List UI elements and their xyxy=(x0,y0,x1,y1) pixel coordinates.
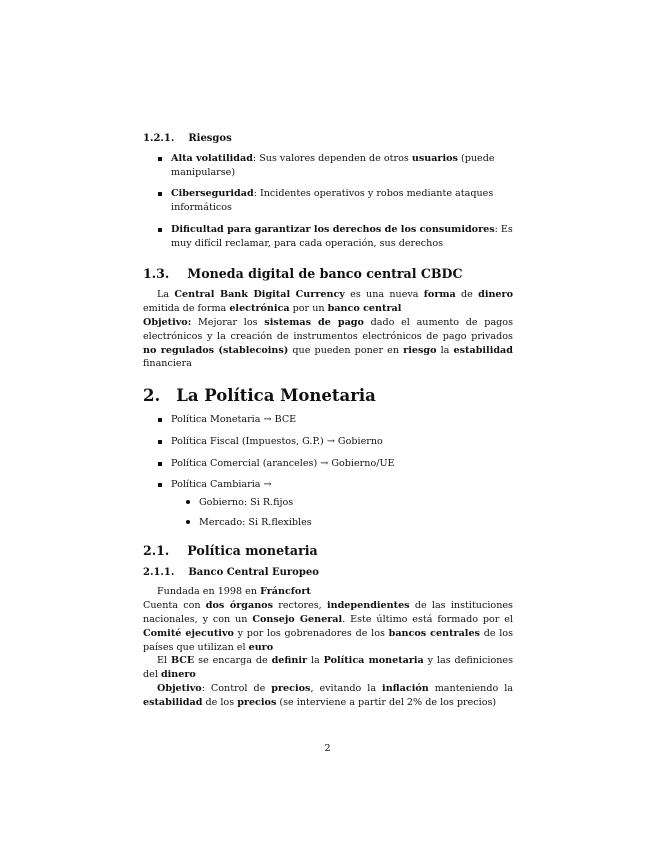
list-item: Política Monetaria → BCE xyxy=(143,413,513,427)
section-title: Moneda digital de banco central CBDC xyxy=(187,265,463,281)
paragraph: Cuenta con dos órganos rectores, independientes de las instituciones nacionales, y con un Consejo General. Este último está formado por el Comité ejecutivo y por los gobrenadores de los bancos centrales de los países que utilizan el euro xyxy=(143,600,514,653)
list-item: Alta volatilidad: Sus valores dependen de otros usuarios (puede manipularse) xyxy=(143,152,513,180)
sublist xyxy=(171,496,513,530)
subsubsection-riesgos xyxy=(143,132,513,146)
paragraph: Objetivo: Mejorar los sistemas de pago dado el aumento de pagos electrónicos y la creación de instrumentos electrónicos de pago privados no regulados (stablecoins) que pueden poner en riesgo la estabilidad financiera xyxy=(143,316,514,370)
risks-list xyxy=(143,152,513,251)
section-number: 1.3. xyxy=(143,265,170,281)
section-number: 2.1.1. xyxy=(143,566,175,578)
section-politica-monetaria xyxy=(143,386,513,406)
section-number: 2. xyxy=(143,386,161,406)
subsection-politica-monetaria xyxy=(143,544,513,558)
list-item: Ciberseguridad: Incidentes operativos y robos mediante ataques informáticos xyxy=(143,187,513,215)
section-title: La Política Monetaria xyxy=(176,386,376,406)
subsubsection-bce xyxy=(143,566,513,580)
section-title: Riesgos xyxy=(188,133,232,144)
page-number: 2 xyxy=(324,743,331,754)
list-item: Dificultad para garantizar los derechos de los consumidores: Es muy difícil reclamar, para cada operación, sus derechos xyxy=(143,223,513,251)
subsection-cbdc xyxy=(143,267,513,281)
policy-list xyxy=(143,413,513,530)
list-item: Política Comercial (aranceles) → Gobierno/UE xyxy=(143,457,513,471)
list-item: Política Fiscal (Impuestos, G.P.) → Gobierno xyxy=(143,435,513,449)
section-title: Banco Central Europeo xyxy=(188,566,319,578)
document-page xyxy=(143,132,513,710)
section-number: 2.1. xyxy=(143,542,170,558)
paragraph: El BCE se encarga de definir la Política monetaria y las definiciones del dinero xyxy=(143,655,514,681)
section-number: 1.2.1. xyxy=(143,133,175,144)
paragraph: La Central Bank Digital Currency es una nueva forma de dinero emitida de forma electrónica por un banco central xyxy=(143,289,513,315)
paragraph: Objetivo: Control de precios, evitando la inflación manteniendo la estabilidad de los precios (se interviene a partir del 2% de los precios) xyxy=(143,682,514,708)
sublist-item: Mercado: Si R.flexibles xyxy=(171,516,513,530)
paragraph: Fundada en 1998 en Fráncfort xyxy=(157,586,311,598)
section-title: Política monetaria xyxy=(187,542,318,558)
list-item: Política Cambiaria → Gobierno: Si R.fijos Mercado: Si R.flexibles xyxy=(143,478,513,529)
sublist-item: Gobierno: Si R.fijos xyxy=(171,496,513,510)
